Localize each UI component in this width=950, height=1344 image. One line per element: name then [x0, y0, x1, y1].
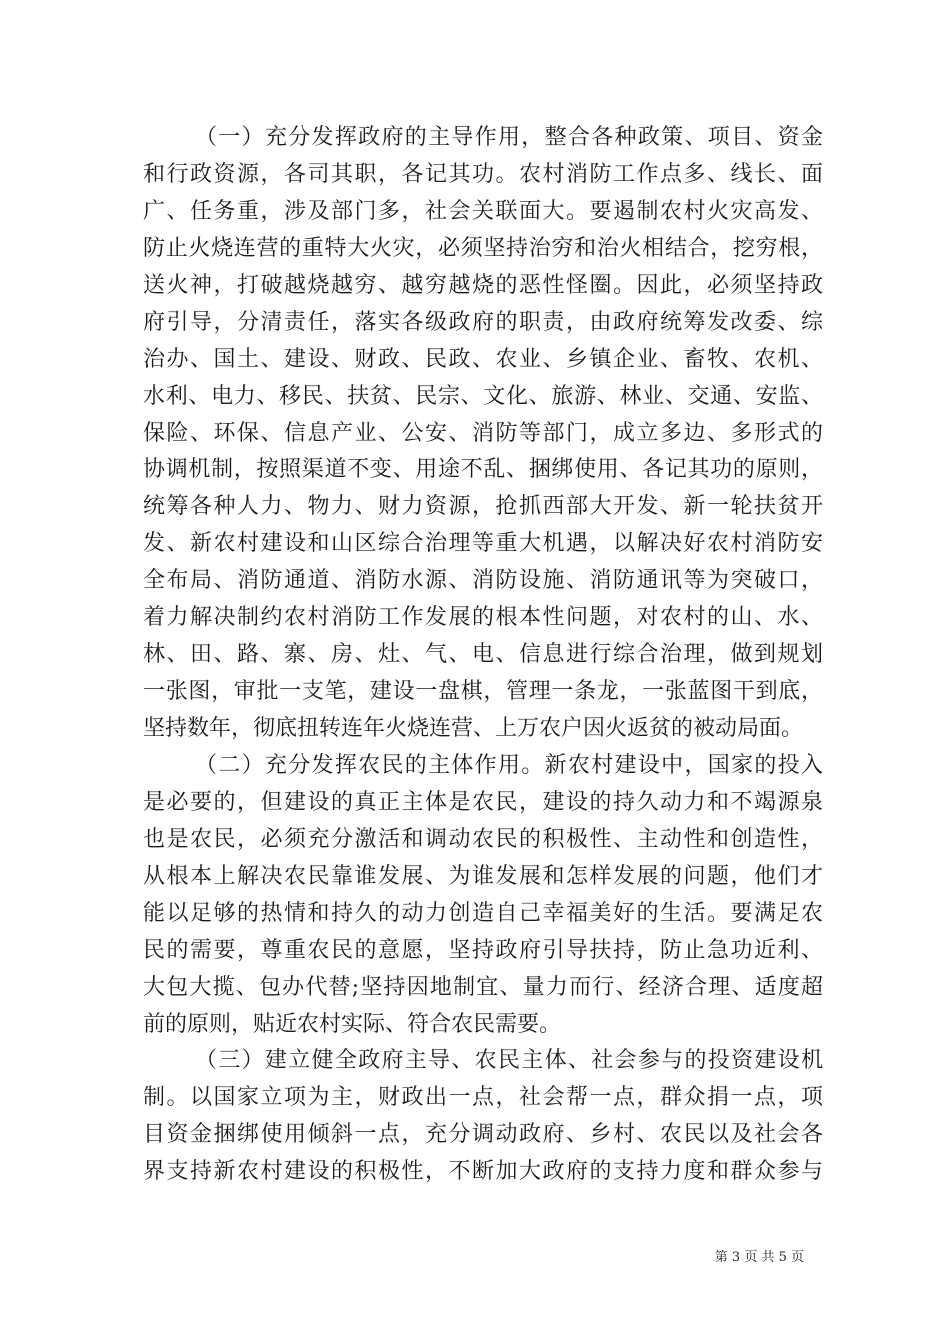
document-body [143, 120, 823, 1191]
text-line: 协调机制，按照渠道不变、用途不乱、捆绑使用、各记其功的原则， [143, 457, 823, 483]
text-line: 府引导，分清责任，落实各级政府的职责，由政府统筹发改委、综 [143, 309, 823, 335]
text-line: 目资金捆绑使用倾斜一点，充分调动政府、乡村、农民以及社会各 [143, 1122, 823, 1148]
text-line: 民的需要，尊重农民的意愿，坚持政府引导扶持，防止急功近利、 [143, 937, 823, 963]
text-line: 前的原则，贴近农村实际、符合农民需要。 [143, 1011, 562, 1037]
page-number-footer: 第 3 页 共 5 页 [714, 1250, 804, 1265]
text-line: 坚持数年，彻底扭转连年火烧连营、上万农户因火返贫的被动局面。 [143, 716, 804, 741]
text-line: 统筹各种人力、物力、财力资源，抢抓西部大开发、新一轮扶贫开 [143, 494, 823, 520]
text-line: 能以足够的热情和持久的动力创造自己幸福美好的生活。要满足农 [143, 900, 823, 926]
text-line: 是必要的，但建设的真正主体是农民，建设的持久动力和不竭源泉 [143, 789, 823, 815]
text-line: （二）充分发挥农民的主体作用。新农村建设中，国家的投入 [195, 752, 823, 778]
text-line: 发、新农村建设和山区综合治理等重大机遇，以解决好农村消防安 [143, 531, 823, 557]
text-line: 着力解决制约农村消防工作发展的根本性问题，对农村的山、水、 [143, 605, 823, 631]
text-line: 全布局、消防通道、消防水源、消防设施、消防通讯等为突破口， [143, 568, 823, 594]
text-line: 也是农民，必须充分激活和调动农民的积极性、主动性和创造性， [143, 826, 823, 852]
text-line: 送火神，打破越烧越穷、越穷越烧的恶性怪圈。因此，必须坚持政 [143, 272, 823, 298]
text-line: 水利、电力、移民、扶贫、民宗、文化、旅游、林业、交通、安监、 [143, 383, 823, 409]
text-line: 和行政资源，各司其职，各记其功。农村消防工作点多、线长、面 [143, 161, 823, 187]
text-line: 大包大揽、包办代替;坚持因地制宜、量力而行、经济合理、适度超 [143, 974, 823, 1000]
text-line: 治办、国土、建设、财政、民政、农业、乡镇企业、畜牧、农机、 [143, 346, 823, 372]
text-line: 制。以国家立项为主，财政出一点，社会帮一点，群众捐一点，项 [143, 1085, 823, 1111]
text-line: 保险、环保、信息产业、公安、消防等部门，成立多边、多形式的 [143, 420, 823, 446]
text-line: 林、田、路、寨、房、灶、气、电、信息进行综合治理，做到规划 [143, 642, 823, 668]
text-line: 一张图，审批一支笔，建设一盘棋，管理一条龙，一张蓝图干到底， [143, 679, 823, 705]
text-line: 从根本上解决农民靠谁发展、为谁发展和怎样发展的问题，他们才 [143, 863, 823, 889]
text-line: （三）建立健全政府主导、农民主体、社会参与的投资建设机 [195, 1048, 823, 1074]
text-line: 界支持新农村建设的积极性，不断加大政府的支持力度和群众参与 [143, 1159, 823, 1185]
text-line: （一）充分发挥政府的主导作用，整合各种政策、项目、资金 [195, 125, 823, 150]
text-line: 防止火烧连营的重特大火灾，必须坚持治穷和治火相结合，挖穷根， [143, 235, 823, 261]
text-line: 广、任务重，涉及部门多，社会关联面大。要遏制农村火灾高发、 [143, 198, 823, 224]
